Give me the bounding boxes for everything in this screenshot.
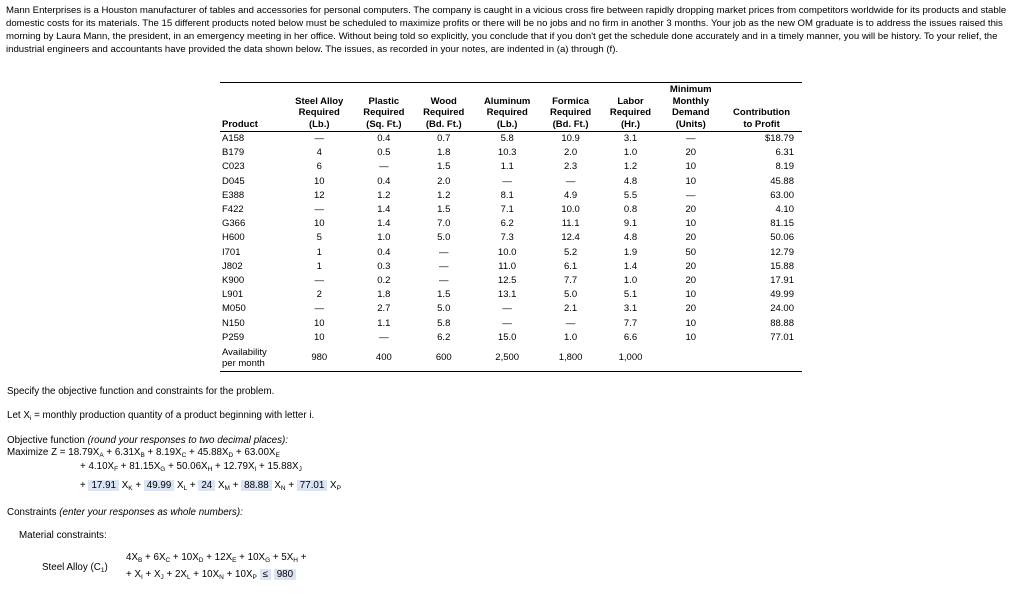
cell-contribution: $18.79 bbox=[764, 133, 794, 145]
cell-aluminum: — bbox=[502, 175, 512, 187]
cell-product: P259 bbox=[222, 331, 245, 343]
table-row bbox=[220, 274, 802, 288]
table-row bbox=[220, 246, 802, 260]
table-row bbox=[220, 217, 802, 231]
table-row bbox=[220, 160, 802, 174]
steel-operator-select[interactable]: ≤ bbox=[260, 569, 271, 580]
cell-plastic: 0.4 bbox=[377, 246, 391, 258]
table-row bbox=[220, 331, 802, 345]
equation-term: $5X_H$ bbox=[281, 552, 298, 564]
cell-steel: 1 bbox=[316, 246, 322, 258]
table-body bbox=[220, 132, 802, 372]
cell-steel: 10 bbox=[313, 218, 325, 230]
cell-labor: 1.0 bbox=[623, 274, 638, 286]
cell-demand: 10 bbox=[685, 175, 697, 187]
term-subscript: N bbox=[219, 574, 224, 581]
cell-demand: 20 bbox=[685, 274, 697, 286]
cell-formica: 2.1 bbox=[563, 303, 578, 315]
objective-line-2: + $4.10X_F + 81.15X_G + 50.06X_H + 12.79X_I + 15.88X_J$ bbox=[80, 461, 302, 473]
cell-contribution: 77.01 bbox=[770, 331, 794, 343]
equation-term: $4.10X_F$ bbox=[88, 461, 119, 473]
cell-product: K900 bbox=[222, 274, 245, 286]
cell-steel: 1 bbox=[316, 260, 322, 272]
availability-label-line2: per month bbox=[222, 357, 265, 369]
header-plastic: Plastic Required (Sq. Ft.) bbox=[354, 83, 414, 132]
term-subscript: G bbox=[265, 557, 271, 564]
header-formica: Formica Required (Bd. Ft.) bbox=[541, 83, 601, 132]
equation-term: $10X_P$ bbox=[235, 569, 257, 581]
cell-aluminum: 8.1 bbox=[500, 189, 514, 201]
cell-demand: 20 bbox=[685, 303, 697, 315]
cell-labor: 1.4 bbox=[623, 260, 638, 272]
cell-labor: 4.8 bbox=[623, 175, 638, 187]
equation-term: $8.19X_C$ bbox=[155, 447, 187, 459]
term-subscript: C bbox=[165, 557, 171, 564]
equation-term: $10X_D$ bbox=[181, 552, 204, 564]
table-row bbox=[220, 175, 802, 189]
cell-formica: 2.0 bbox=[563, 147, 578, 159]
objective-coefficient-input[interactable]: 77.01 bbox=[297, 480, 328, 491]
availability-label-line1: Availability bbox=[222, 346, 267, 358]
cell-product: E388 bbox=[222, 189, 245, 201]
equation-term: $10X_N$ bbox=[201, 569, 224, 581]
cell-contribution: 6.31 bbox=[775, 147, 794, 159]
problem-intro: Mann Enterprises is a Houston manufacturer of tables and accessories for personal computers. The company is caught in a vicious cross fire between rapidly dropping market prices from competitors worldwide for its products and stable domestic costs for its materials. The 15 different products noted below must be scheduled to maximize profits or there will be no jobs and no firm in another 3 months. Your job as the new OM graduate is to address the issues raised this morning by Laura Mann, the president, in an emergency meeting in her office. Without being told so explicitly, you conclude that if you don't get the schedule done accurately and in a timely manner, you will be history. To your relief, the industrial engineers and accountants have provided the data shown below. The issues, as recorded in your notes, are indented in (a) through (f). bbox=[6, 5, 1007, 55]
table-row bbox=[220, 231, 802, 245]
cell-plastic: 2.7 bbox=[377, 303, 391, 315]
cell-contribution: 15.88 bbox=[770, 260, 794, 272]
header-demand: Minimum Monthly Demand (Units) bbox=[660, 83, 721, 132]
cell-steel: 2 bbox=[316, 289, 322, 301]
cell-contribution: 63.00 bbox=[770, 189, 794, 201]
cell-product: F422 bbox=[222, 204, 244, 216]
availability-labor: 1,000 bbox=[618, 352, 643, 364]
cell-steel: 12 bbox=[313, 189, 325, 201]
cell-demand: 10 bbox=[685, 161, 697, 173]
equation-term: $81.15X_G$ bbox=[129, 461, 166, 473]
term-subscript: E bbox=[232, 557, 237, 564]
cell-product: L901 bbox=[222, 289, 244, 301]
cell-wood: — bbox=[439, 260, 449, 272]
cell-contribution: 12.79 bbox=[770, 246, 794, 258]
term-subscript: D bbox=[198, 557, 204, 564]
cell-product: H600 bbox=[222, 232, 245, 244]
cell-plastic: 1.4 bbox=[377, 218, 391, 230]
term-subscript: J bbox=[160, 574, 164, 581]
cell-contribution: 24.00 bbox=[770, 303, 794, 315]
cell-labor: 3.1 bbox=[623, 303, 638, 315]
cell-aluminum: 1.1 bbox=[500, 161, 514, 173]
term-subscript: N bbox=[280, 485, 286, 492]
equation-term: $10X_G$ bbox=[247, 552, 271, 564]
equation-term: $15.88X_J$ bbox=[267, 461, 302, 473]
availability-empty bbox=[721, 345, 802, 372]
cell-steel: — bbox=[314, 133, 324, 145]
availability-row bbox=[220, 345, 802, 372]
header-steel: Steel Alloy Required (Lb.) bbox=[285, 83, 354, 132]
cell-plastic: 0.2 bbox=[377, 274, 391, 286]
cell-plastic: 0.4 bbox=[377, 175, 391, 187]
term-subscript: A bbox=[99, 452, 104, 459]
cell-demand: 10 bbox=[685, 289, 697, 301]
cell-demand: 10 bbox=[685, 317, 697, 329]
equation-term: $X_I$ bbox=[134, 569, 143, 581]
term-subscript: F bbox=[114, 466, 119, 473]
material-constraints-label: Material constraints: bbox=[19, 530, 107, 541]
term-subscript: B bbox=[137, 557, 143, 564]
term-subscript: B bbox=[140, 452, 145, 459]
header-aluminum: Aluminum Required (Lb.) bbox=[474, 83, 541, 132]
cell-plastic: 0.3 bbox=[377, 260, 391, 272]
cell-aluminum: — bbox=[502, 303, 512, 315]
cell-wood: 1.5 bbox=[437, 161, 451, 173]
cell-aluminum: 15.0 bbox=[497, 331, 517, 343]
steel-constraint-line-2: + $X_I + X_J + 2X_L + 10X_N + 10X_P \le 980$ bbox=[126, 569, 296, 581]
equation-term: $4X_B$ bbox=[126, 552, 143, 564]
objective-coefficient-input[interactable]: 24 bbox=[198, 480, 215, 491]
cell-product: D045 bbox=[222, 175, 245, 187]
cell-steel: 10 bbox=[313, 331, 325, 343]
objective-coefficient-input[interactable]: 88.88 bbox=[241, 480, 272, 491]
cell-wood: 1.5 bbox=[437, 204, 451, 216]
cell-product: C023 bbox=[222, 161, 245, 173]
table-row bbox=[220, 189, 802, 203]
table-row bbox=[220, 260, 802, 274]
table-row bbox=[220, 203, 802, 217]
cell-contribution: 88.88 bbox=[770, 317, 794, 329]
cell-aluminum: 6.2 bbox=[500, 218, 514, 230]
cell-aluminum: 10.3 bbox=[497, 147, 517, 159]
cell-demand: 20 bbox=[685, 260, 697, 272]
equation-term: $2X_L$ bbox=[174, 569, 191, 581]
objective-line-1: Maximize $Z = 18.79X_A + 6.31X_B + 8.19X_C + 45.88X_D + 63.00X_E$ bbox=[7, 447, 280, 459]
cell-demand: 20 bbox=[685, 147, 697, 159]
equation-term: $12.79X_I$ bbox=[223, 461, 257, 473]
cell-aluminum: — bbox=[502, 317, 512, 329]
cell-steel: 10 bbox=[313, 175, 325, 187]
objective-line-3: + 17.91 $X_K + 49.99$ $X_L + 24$ $X_M + 88.88$ $X_N + 77.01$ $X_P$ bbox=[80, 480, 341, 492]
cell-demand: 20 bbox=[685, 232, 697, 244]
cell-wood: 2.0 bbox=[437, 175, 451, 187]
availability-empty bbox=[660, 345, 721, 372]
objective-terms-1: $18.79X_A + 6.31X_B + 8.19X_C + 45.88X_D + 63.00X_E$ bbox=[68, 447, 280, 459]
availability-plastic: 400 bbox=[375, 352, 392, 364]
cell-wood: 1.5 bbox=[437, 289, 451, 301]
cell-contribution: 45.88 bbox=[770, 175, 794, 187]
objective-coefficient-input[interactable]: 49.99 bbox=[144, 480, 175, 491]
cell-steel: — bbox=[314, 204, 324, 216]
cell-aluminum: 7.3 bbox=[500, 232, 514, 244]
cell-labor: 1.0 bbox=[623, 147, 638, 159]
cell-aluminum: 11.0 bbox=[498, 260, 517, 272]
cell-wood: — bbox=[439, 274, 449, 286]
cell-labor: 5.5 bbox=[623, 189, 638, 201]
cell-steel: 4 bbox=[316, 147, 322, 159]
availability-label bbox=[220, 345, 285, 372]
steel-rhs-input[interactable]: 980 bbox=[274, 569, 296, 580]
cell-formica: 10.0 bbox=[561, 204, 580, 216]
cell-product: A158 bbox=[222, 133, 245, 145]
term-subscript: E bbox=[275, 452, 280, 459]
specify-instruction: Specify the objective function and constraints for the problem. bbox=[7, 386, 275, 397]
cell-labor: 3.1 bbox=[623, 133, 638, 145]
cell-aluminum: 12.5 bbox=[497, 274, 517, 286]
cell-demand: 10 bbox=[685, 331, 697, 343]
term-subscript: I bbox=[254, 466, 257, 473]
availability-steel: 980 bbox=[311, 352, 328, 364]
cell-product: B179 bbox=[222, 147, 245, 159]
table-row bbox=[220, 288, 802, 302]
equation-term: $50.06X_H$ bbox=[176, 461, 213, 473]
cell-labor: 5.1 bbox=[623, 289, 638, 301]
cell-steel: 5 bbox=[316, 232, 322, 244]
cell-labor: 7.7 bbox=[623, 317, 638, 329]
cell-steel: — bbox=[314, 274, 324, 286]
cell-formica: 10.9 bbox=[561, 133, 580, 145]
term-subscript: H bbox=[207, 466, 213, 473]
cell-contribution: 17.91 bbox=[770, 274, 794, 286]
cell-formica: 5.2 bbox=[563, 246, 578, 258]
steel-constraint-line-1: $4X_B + 6X_C + 10X_D + 12X_E + 10X_G + 5X_H$ + bbox=[126, 552, 307, 564]
cell-steel: 10 bbox=[313, 317, 325, 329]
cell-plastic: 0.4 bbox=[377, 133, 391, 145]
term-subscript: J bbox=[298, 466, 302, 473]
cell-plastic: 1.2 bbox=[377, 189, 391, 201]
table-row bbox=[220, 132, 802, 147]
objective-coefficient-input[interactable]: 17.91 bbox=[88, 480, 119, 491]
cell-formica: 4.9 bbox=[563, 189, 578, 201]
steel-constraint-label: Steel Alloy $(C_1)$ bbox=[42, 562, 108, 574]
cell-plastic: — bbox=[379, 331, 389, 343]
cell-demand: — bbox=[686, 189, 696, 201]
term-subscript: L bbox=[183, 485, 188, 492]
cell-demand: 10 bbox=[685, 218, 697, 230]
cell-demand: — bbox=[686, 133, 696, 145]
cell-product: J802 bbox=[222, 260, 243, 272]
cell-labor: 1.9 bbox=[623, 246, 638, 258]
term-subscript: I bbox=[141, 574, 143, 581]
availability-wood: 600 bbox=[435, 352, 452, 364]
cell-plastic: — bbox=[379, 161, 389, 173]
cell-plastic: 0.5 bbox=[377, 147, 391, 159]
cell-contribution: 50.06 bbox=[770, 232, 794, 244]
cell-aluminum: 5.8 bbox=[500, 133, 514, 145]
cell-labor: 6.6 bbox=[623, 331, 638, 343]
term-subscript: K bbox=[128, 485, 133, 492]
cell-wood: 6.2 bbox=[437, 331, 451, 343]
cell-labor: 1.2 bbox=[623, 161, 638, 173]
equation-term: $6X_C$ bbox=[153, 552, 171, 564]
cell-plastic: 1.4 bbox=[377, 204, 391, 216]
availability-formica: 1,800 bbox=[558, 352, 583, 364]
cell-aluminum: 10.0 bbox=[497, 246, 517, 258]
cell-aluminum: 13.1 bbox=[497, 289, 517, 301]
cell-formica: 12.4 bbox=[561, 232, 580, 244]
cell-wood: 5.8 bbox=[437, 317, 451, 329]
term-subscript: P bbox=[252, 574, 257, 581]
cell-demand: 50 bbox=[685, 246, 697, 258]
product-data-table bbox=[220, 82, 802, 372]
cell-labor: 4.8 bbox=[623, 232, 638, 244]
cell-labor: 9.1 bbox=[623, 218, 638, 230]
term-subscript: P bbox=[336, 485, 341, 492]
header-labor: Labor Required (Hr.) bbox=[601, 83, 661, 132]
header-product: Product bbox=[220, 83, 285, 132]
cell-wood: 7.0 bbox=[437, 218, 451, 230]
cell-product: I701 bbox=[222, 246, 241, 258]
term-subscript: L bbox=[186, 574, 191, 581]
equation-term: $6.31X_B$ bbox=[114, 447, 145, 459]
cell-demand: 20 bbox=[685, 204, 697, 216]
equation-term: $45.88X_D$ bbox=[197, 447, 234, 459]
table-row bbox=[220, 316, 802, 330]
constraints-heading: Constraints (enter your responses as whole numbers): bbox=[7, 507, 243, 518]
cell-formica: 7.7 bbox=[563, 274, 578, 286]
equation-term: $18.79X_A$ bbox=[68, 447, 104, 459]
cell-steel: — bbox=[314, 303, 324, 315]
cell-formica: 1.0 bbox=[563, 331, 578, 343]
table-row bbox=[220, 146, 802, 160]
cell-wood: 1.8 bbox=[437, 147, 451, 159]
availability-aluminum: 2,500 bbox=[495, 352, 520, 364]
term-subscript: M bbox=[224, 485, 230, 492]
cell-formica: — bbox=[565, 175, 576, 187]
cell-formica: 5.0 bbox=[563, 289, 578, 301]
cell-wood: 5.0 bbox=[437, 303, 451, 315]
equation-term: $63.00X_E$ bbox=[244, 447, 280, 459]
cell-wood: 0.7 bbox=[437, 133, 451, 145]
cell-formica: 6.1 bbox=[563, 260, 578, 272]
term-subscript: G bbox=[160, 466, 166, 473]
cell-formica: — bbox=[565, 317, 576, 329]
cell-contribution: 49.99 bbox=[770, 289, 794, 301]
cell-formica: 11.1 bbox=[561, 218, 580, 230]
variable-definition: Let $X_i$ = monthly production quantity of a product beginning with letter i. bbox=[7, 410, 315, 422]
cell-contribution: 4.10 bbox=[775, 204, 794, 216]
cell-plastic: 1.8 bbox=[377, 289, 391, 301]
term-subscript: C bbox=[181, 452, 187, 459]
cell-product: N150 bbox=[222, 317, 245, 329]
cell-product: G366 bbox=[222, 218, 246, 230]
table-header-row bbox=[220, 83, 802, 132]
cell-product: M050 bbox=[222, 303, 246, 315]
table-row bbox=[220, 302, 802, 316]
header-contribution: Contribution to Profit bbox=[721, 83, 802, 132]
cell-contribution: 81.15 bbox=[770, 218, 794, 230]
cell-labor: 0.8 bbox=[623, 204, 638, 216]
cell-wood: 1.2 bbox=[437, 189, 451, 201]
header-wood: Wood Required (Bd. Ft.) bbox=[414, 83, 474, 132]
cell-wood: 5.0 bbox=[437, 232, 451, 244]
term-subscript: H bbox=[293, 557, 298, 564]
cell-plastic: 1.0 bbox=[377, 232, 391, 244]
cell-contribution: 8.19 bbox=[775, 161, 794, 173]
equation-term: $12X_E$ bbox=[214, 552, 237, 564]
term-subscript: D bbox=[228, 452, 234, 459]
equation-term: $X_J$ bbox=[153, 569, 164, 581]
cell-steel: 6 bbox=[316, 161, 322, 173]
cell-wood: — bbox=[439, 246, 449, 258]
cell-aluminum: 7.1 bbox=[500, 204, 514, 216]
objective-heading: Objective function (round your responses to two decimal places): bbox=[7, 435, 288, 446]
cell-plastic: 1.1 bbox=[377, 317, 391, 329]
cell-formica: 2.3 bbox=[563, 161, 578, 173]
